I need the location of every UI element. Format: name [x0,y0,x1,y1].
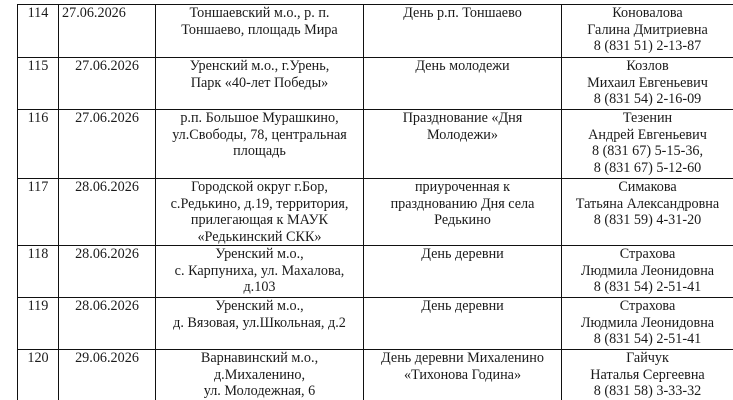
contact-surname: Страхова [619,298,676,314]
table-row [18,246,733,298]
row-number: 117 [27,179,49,195]
contact-phone: 8 (831 67) 5-12-60 [593,159,702,176]
contact-name: Галина Дмитриевна [587,21,708,38]
event-date: 28.06.2026 [75,298,139,314]
date-cell [59,298,156,350]
table-row [18,179,733,246]
event-date: 29.06.2026 [75,350,139,366]
place-cell [156,298,364,350]
event-date: 27.06.2026 [75,110,139,126]
row-number: 119 [27,298,49,314]
date-cell [59,58,156,110]
contact-surname: Симакова [618,179,677,195]
row-number-cell [18,350,59,400]
place-line: д.103 [243,279,276,295]
events-table [17,4,733,400]
place-line: д.Михаленино, [213,366,306,383]
contact-surname: Тезенин [622,110,673,126]
place-cell [156,179,364,246]
contact-name: Наталья Сергеевна [590,366,705,383]
contact-phone: 8 (831 54) 2-16-09 [593,91,702,107]
table-row [18,298,733,350]
table-row [18,110,733,179]
row-number-cell [18,58,59,110]
contact-name: Андрей Евгеньевич [588,126,707,143]
event-line: приуроченная к [414,179,511,195]
event-line: День деревни [421,246,504,262]
row-number: 116 [27,110,49,126]
contact-name: Людмила Леонидовна [580,262,715,279]
place-line: р.п. Большое Мурашкино, [180,110,339,126]
place-line: Тоншаево, площадь Мира [181,21,338,38]
row-number-cell [18,110,59,179]
event-line: Празднование «Дня [402,110,523,126]
row-number: 120 [27,350,49,366]
event-date: 28.06.2026 [75,179,139,195]
event-line: празднованию Дня села [390,195,535,212]
place-cell [156,110,364,179]
contact-phone: 8 (831 67) 5-15-36, [591,143,704,159]
place-line: площадь [233,143,286,159]
place-line: ул.Свободы, 78, центральная [172,126,347,143]
contact-phone: 8 (831 54) 2-51-41 [593,331,702,347]
place-line: Уренский м.о., г.Урень, [189,58,330,74]
place-cell [156,350,364,400]
event-cell [364,350,562,400]
table-row [18,350,733,400]
event-date: 28.06.2026 [75,246,139,262]
place-line: Тоншаевский м.о., р. п. [189,5,330,21]
place-line: с. Карпуниха, ул. Махалова, [174,262,345,279]
event-cell [364,179,562,246]
contact-cell [562,350,733,400]
table-row [18,5,733,58]
event-cell [364,5,562,58]
date-cell [59,179,156,246]
contact-surname: Страхова [619,246,676,262]
contact-cell [562,246,733,298]
event-cell [364,246,562,298]
row-number-cell [18,5,59,58]
event-line: «Тихонова Година» [403,366,522,383]
place-line: «Редькинский СКК» [197,228,322,245]
row-number-cell [18,246,59,298]
contact-surname: Коновалова [612,5,683,21]
event-cell [364,58,562,110]
contact-name: Людмила Леонидовна [580,314,715,331]
contact-surname: Козлов [626,58,669,74]
row-number-cell [18,298,59,350]
contact-surname: Гайчук [626,350,669,366]
place-line: прилегающая к МАУК [190,212,329,228]
place-line: Варнавинский м.о., [200,350,319,366]
contact-cell [562,58,733,110]
place-line: д. Вязовая, ул.Школьная, д.2 [173,314,346,331]
event-line: День деревни [421,298,504,314]
contact-name: Михаил Евгеньевич [587,74,708,91]
place-line: ул. Молодежная, 6 [203,383,316,399]
place-line: Городской округ г.Бор, [191,179,328,195]
place-cell [156,58,364,110]
contact-cell [562,179,733,246]
event-line: Молодежи» [427,126,498,143]
contact-phone: 8 (831 58) 3-33-32 [593,383,702,399]
place-line: Уренский м.о., [215,298,304,314]
place-cell [156,246,364,298]
contact-name: Татьяна Александровна [575,195,720,212]
row-number: 114 [27,5,49,21]
row-number-cell [18,179,59,246]
date-cell [59,246,156,298]
place-cell [156,5,364,58]
event-date: 27.06.2026 [75,58,139,74]
row-number: 118 [27,246,49,262]
place-line: Парк «40-лет Победы» [190,74,329,91]
date-cell [59,350,156,400]
contact-phone: 8 (831 51) 2-13-87 [593,38,702,54]
place-line: с.Редькино, д.19, территория, [170,195,349,212]
place-line: Уренский м.о., [215,246,304,262]
contact-cell [562,298,733,350]
table-row [18,58,733,110]
event-cell [364,110,562,179]
event-line: День деревни Михаленино [381,350,544,366]
date-cell [59,5,156,58]
contact-cell [562,110,733,179]
row-number: 115 [27,58,49,74]
event-line: Редькино [434,212,491,228]
event-cell [364,298,562,350]
event-line: День р.п. Тоншаево [403,5,522,21]
contact-phone: 8 (831 54) 2-51-41 [593,279,702,295]
date-cell [59,110,156,179]
event-line: День молодежи [415,58,510,74]
contact-cell [562,5,733,58]
contact-phone: 8 (831 59) 4-31-20 [593,212,702,228]
event-date: 27.06.2026 [62,5,126,21]
